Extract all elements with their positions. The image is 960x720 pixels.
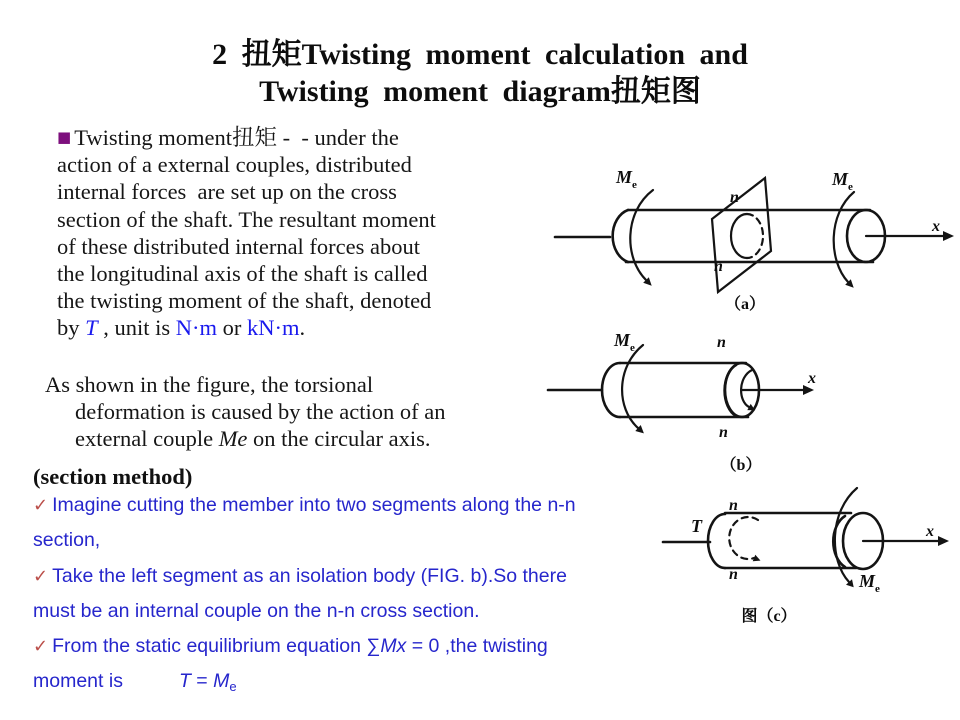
me-label: $M_e$ <box>614 330 635 354</box>
section-circle <box>731 214 763 258</box>
unit-nm: N·m <box>175 315 218 341</box>
definition-text: by <box>57 315 86 341</box>
definition-text: or <box>217 315 248 341</box>
definition-line <box>57 314 436 341</box>
torque-arrows <box>622 345 755 433</box>
figure-c-caption: 图（c） <box>741 608 797 625</box>
t-label: T <box>691 516 702 536</box>
definition-line: the twisting moment of the shaft, denoted <box>57 288 432 314</box>
me-label-left: $M_e$ <box>616 167 637 191</box>
step-text: moment is <box>33 670 123 693</box>
x-axis-label: x <box>932 218 940 235</box>
step-line <box>33 559 673 594</box>
step-text: From the static equilibrium equation ∑ <box>52 635 381 658</box>
unit-knm: kN·m <box>247 315 300 341</box>
n-label-top: n <box>729 497 738 514</box>
n-label-top: n <box>717 334 726 351</box>
me-label: $M_e$ <box>859 571 880 595</box>
n-label-bottom: n <box>714 258 723 275</box>
check-icon: ✓ <box>33 636 49 658</box>
x-axis <box>863 536 949 546</box>
step-line <box>33 629 673 664</box>
figure-note-paragraph <box>45 371 446 453</box>
definition-text: . <box>299 315 306 341</box>
symbol-Mx: Mx <box>380 635 407 658</box>
step-line: must be an internal couple on the n-n cross section. <box>33 599 480 622</box>
symbol-T: T <box>85 315 98 341</box>
steps-list <box>33 488 673 705</box>
definition-line: internal forces are set up on the cross <box>57 179 397 205</box>
equation-T-equals-Me <box>178 670 237 695</box>
n-label-bottom: n <box>719 424 728 441</box>
definition-line: section of the shaft. The resultant moment <box>57 206 436 232</box>
definition-paragraph <box>57 124 436 342</box>
definition-text: , unit is <box>97 315 176 341</box>
check-icon: ✓ <box>33 495 49 516</box>
definition-text: Twisting moment扭矩 - - under the <box>74 125 399 150</box>
step-text: Take the left segment as an isolation body (FIG. b).So there <box>52 564 567 587</box>
equation-T: T <box>178 670 191 693</box>
x-axis-label: x <box>808 370 816 387</box>
x-axis <box>742 385 814 395</box>
shaft-outline <box>548 363 759 417</box>
check-icon: ✓ <box>33 565 49 587</box>
figure-c-right-segment-diagram <box>655 480 960 632</box>
figure-note-line: deformation is caused by the action of an <box>75 399 446 425</box>
equation-equals: = <box>190 670 214 693</box>
x-axis-label: x <box>926 523 934 540</box>
figure-b-left-segment-diagram <box>540 320 880 478</box>
slide-title-line2: Twisting moment diagram扭矩图 <box>259 75 701 108</box>
torque-arrow-me <box>835 488 857 587</box>
step-text: Imagine cutting the member into two segments along the n-n <box>52 494 576 516</box>
figure-a-shaft-diagram <box>540 150 960 320</box>
x-axis <box>866 231 954 241</box>
section-method-heading: (section method) <box>33 464 193 489</box>
step-line <box>33 488 673 523</box>
definition-line: action of a external couples, distributed <box>57 152 412 178</box>
equation-M: M <box>213 670 230 693</box>
definition-line <box>57 124 436 151</box>
slide-title <box>0 36 960 110</box>
me-label-right: $M_e$ <box>832 169 853 193</box>
figure-note-line: As shown in the figure, the torsional <box>45 372 374 397</box>
square-bullet-icon: ■ <box>57 128 72 146</box>
definition-line: the longitudinal axis of the shaft is called <box>57 261 428 287</box>
definition-line: of these distributed internal forces about <box>57 233 421 259</box>
slide-title-line1: 2 扭矩Twisting moment calculation and <box>212 38 748 71</box>
figure-a-caption: （a） <box>724 296 766 313</box>
figure-b-caption: （b） <box>720 457 762 474</box>
figure-note-line <box>75 425 446 452</box>
step-text: = 0 ,the twisting <box>406 635 548 658</box>
internal-torque-dashed-arrow <box>729 517 760 561</box>
n-label-bottom: n <box>729 566 738 583</box>
equation-subscript: e <box>229 679 237 695</box>
n-label-top: n <box>730 189 739 206</box>
step-line <box>33 664 673 704</box>
figure-note-text: on the circular axis. <box>247 426 431 452</box>
step-line: section, <box>33 529 101 552</box>
symbol-Me: Me <box>218 426 248 452</box>
figure-note-text: external couple <box>75 426 219 452</box>
